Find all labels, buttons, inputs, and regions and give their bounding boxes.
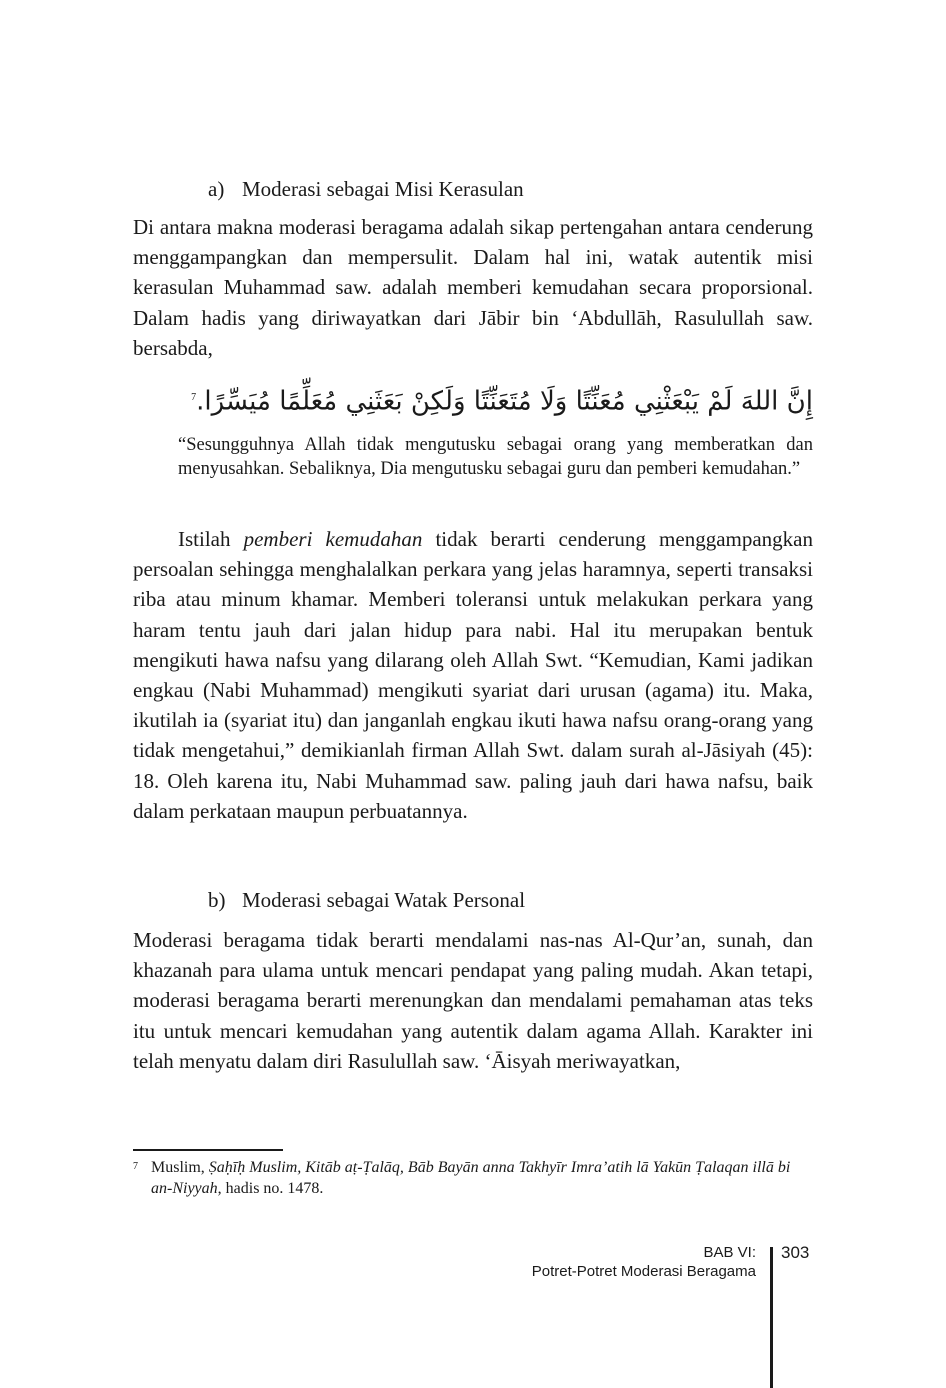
paragraph-2-start: Istilah — [178, 527, 244, 551]
footnote-divider — [133, 1149, 283, 1151]
section-a-paragraph-2 — [133, 524, 813, 826]
chapter-title: Potret-Potret Moderasi Beragama — [531, 1263, 756, 1280]
page-number: 303 — [781, 1243, 810, 1262]
section-b-paragraph: Moderasi beragama tidak berarti mendalami nas-nas Al-Qur’an, sunah, dan khazanah para ulama untuk mencari pendapat yang paling mudah. Akan tetapi, moderasi beragama berarti merenungkan dan mendalami pemahaman atas teks itu untuk mencari kemudahan yang autentik dalam agama Allah. Karakter ini telah menyatu dalam diri Rasulullah saw. ‘Āisyah meriwayatkan, — [133, 928, 813, 1073]
paragraph-2-italic-term: pemberi kemudahan — [243, 527, 423, 551]
footnote-author: Muslim, — [151, 1159, 209, 1176]
section-b-title: Moderasi sebagai Watak Personal — [242, 888, 526, 912]
section-a-marker: a) — [208, 177, 225, 201]
hadith-translation: “Sesungguhnya Allah tidak mengutusku sebagai orang yang memberatkan dan menyusahkan. Sebaliknya, Dia mengutusku sebagai guru dan pemberi kemudahan.” — [178, 435, 813, 479]
footnote-rest: , hadis no. 1478. — [217, 1180, 324, 1197]
arabic-hadith-text: إِنَّ اللهَ لَمْ يَبْعَثْنِي مُعَنِّتًا وَلَا مُتَعَنِّتًا وَلَكِنْ بَعَثَنِي مُعَلِّمًا مُيَسِّرًا. — [196, 386, 813, 417]
section-b-marker: b) — [208, 888, 226, 912]
footnote-number: 7 — [133, 1161, 138, 1172]
footnote — [133, 1157, 813, 1199]
section-a-paragraph: Di antara makna moderasi beragama adalah sikap pertengahan antara cenderung menggampangkan dan mempersulit. Dalam hal ini, watak autentik misi kerasulan Muhammad saw. adalah memberi kemudahan secara proporsional. Dalam hadis yang diriwayatkan dari Jābir bin ‘Abdullāh, Rasulullah saw. bersabda, — [133, 215, 813, 360]
running-footer — [532, 1243, 756, 1281]
section-a-heading — [208, 174, 524, 204]
footer-vertical-rule — [770, 1247, 773, 1388]
footnote-source-title: Ṣaḥīḥ Muslim, Kitāb aṭ-Ṭalāq, Bāb Bayān anna Takhyīr Imra’atih lā Yakūn Ṭalaqan illā bi an-Niyyah — [151, 1159, 791, 1197]
arabic-hadith — [191, 378, 813, 422]
footnote-text — [151, 1157, 813, 1199]
chapter-label: BAB VI: — [703, 1244, 756, 1261]
section-a-title: Moderasi sebagai Misi Kerasulan — [242, 177, 524, 201]
footnote-ref[interactable]: 7 — [191, 392, 197, 403]
section-b-heading — [208, 885, 525, 915]
paragraph-2-rest: tidak berarti cenderung menggampangkan persoalan sehingga menghalalkan perkara yang jelas haramnya, seperti transaksi riba atau minum khamar. Memberi toleransi untuk melakukan perkara yang haram tentu jauh dari jalan hidup para nabi. Hal itu merupakan bentuk mengikuti hawa nafsu yang dilarang oleh Allah Swt. “Kemudian, Kami jadikan engkau (Nabi Muhammad) mengikuti syariat dari urusan (agama) itu. Maka, ikutilah ia (syariat itu) dan janganlah engkau ikuti hawa nafsu orang-orang yang tidak mengetahui,” demikianlah firman Allah Swt. dalam surah al-Jāsiyah (45): 18. Oleh karena itu, Nabi Muhammad saw. paling jauh dari hawa nafsu, baik dalam perkataan maupun perbuatannya. — [133, 527, 813, 823]
